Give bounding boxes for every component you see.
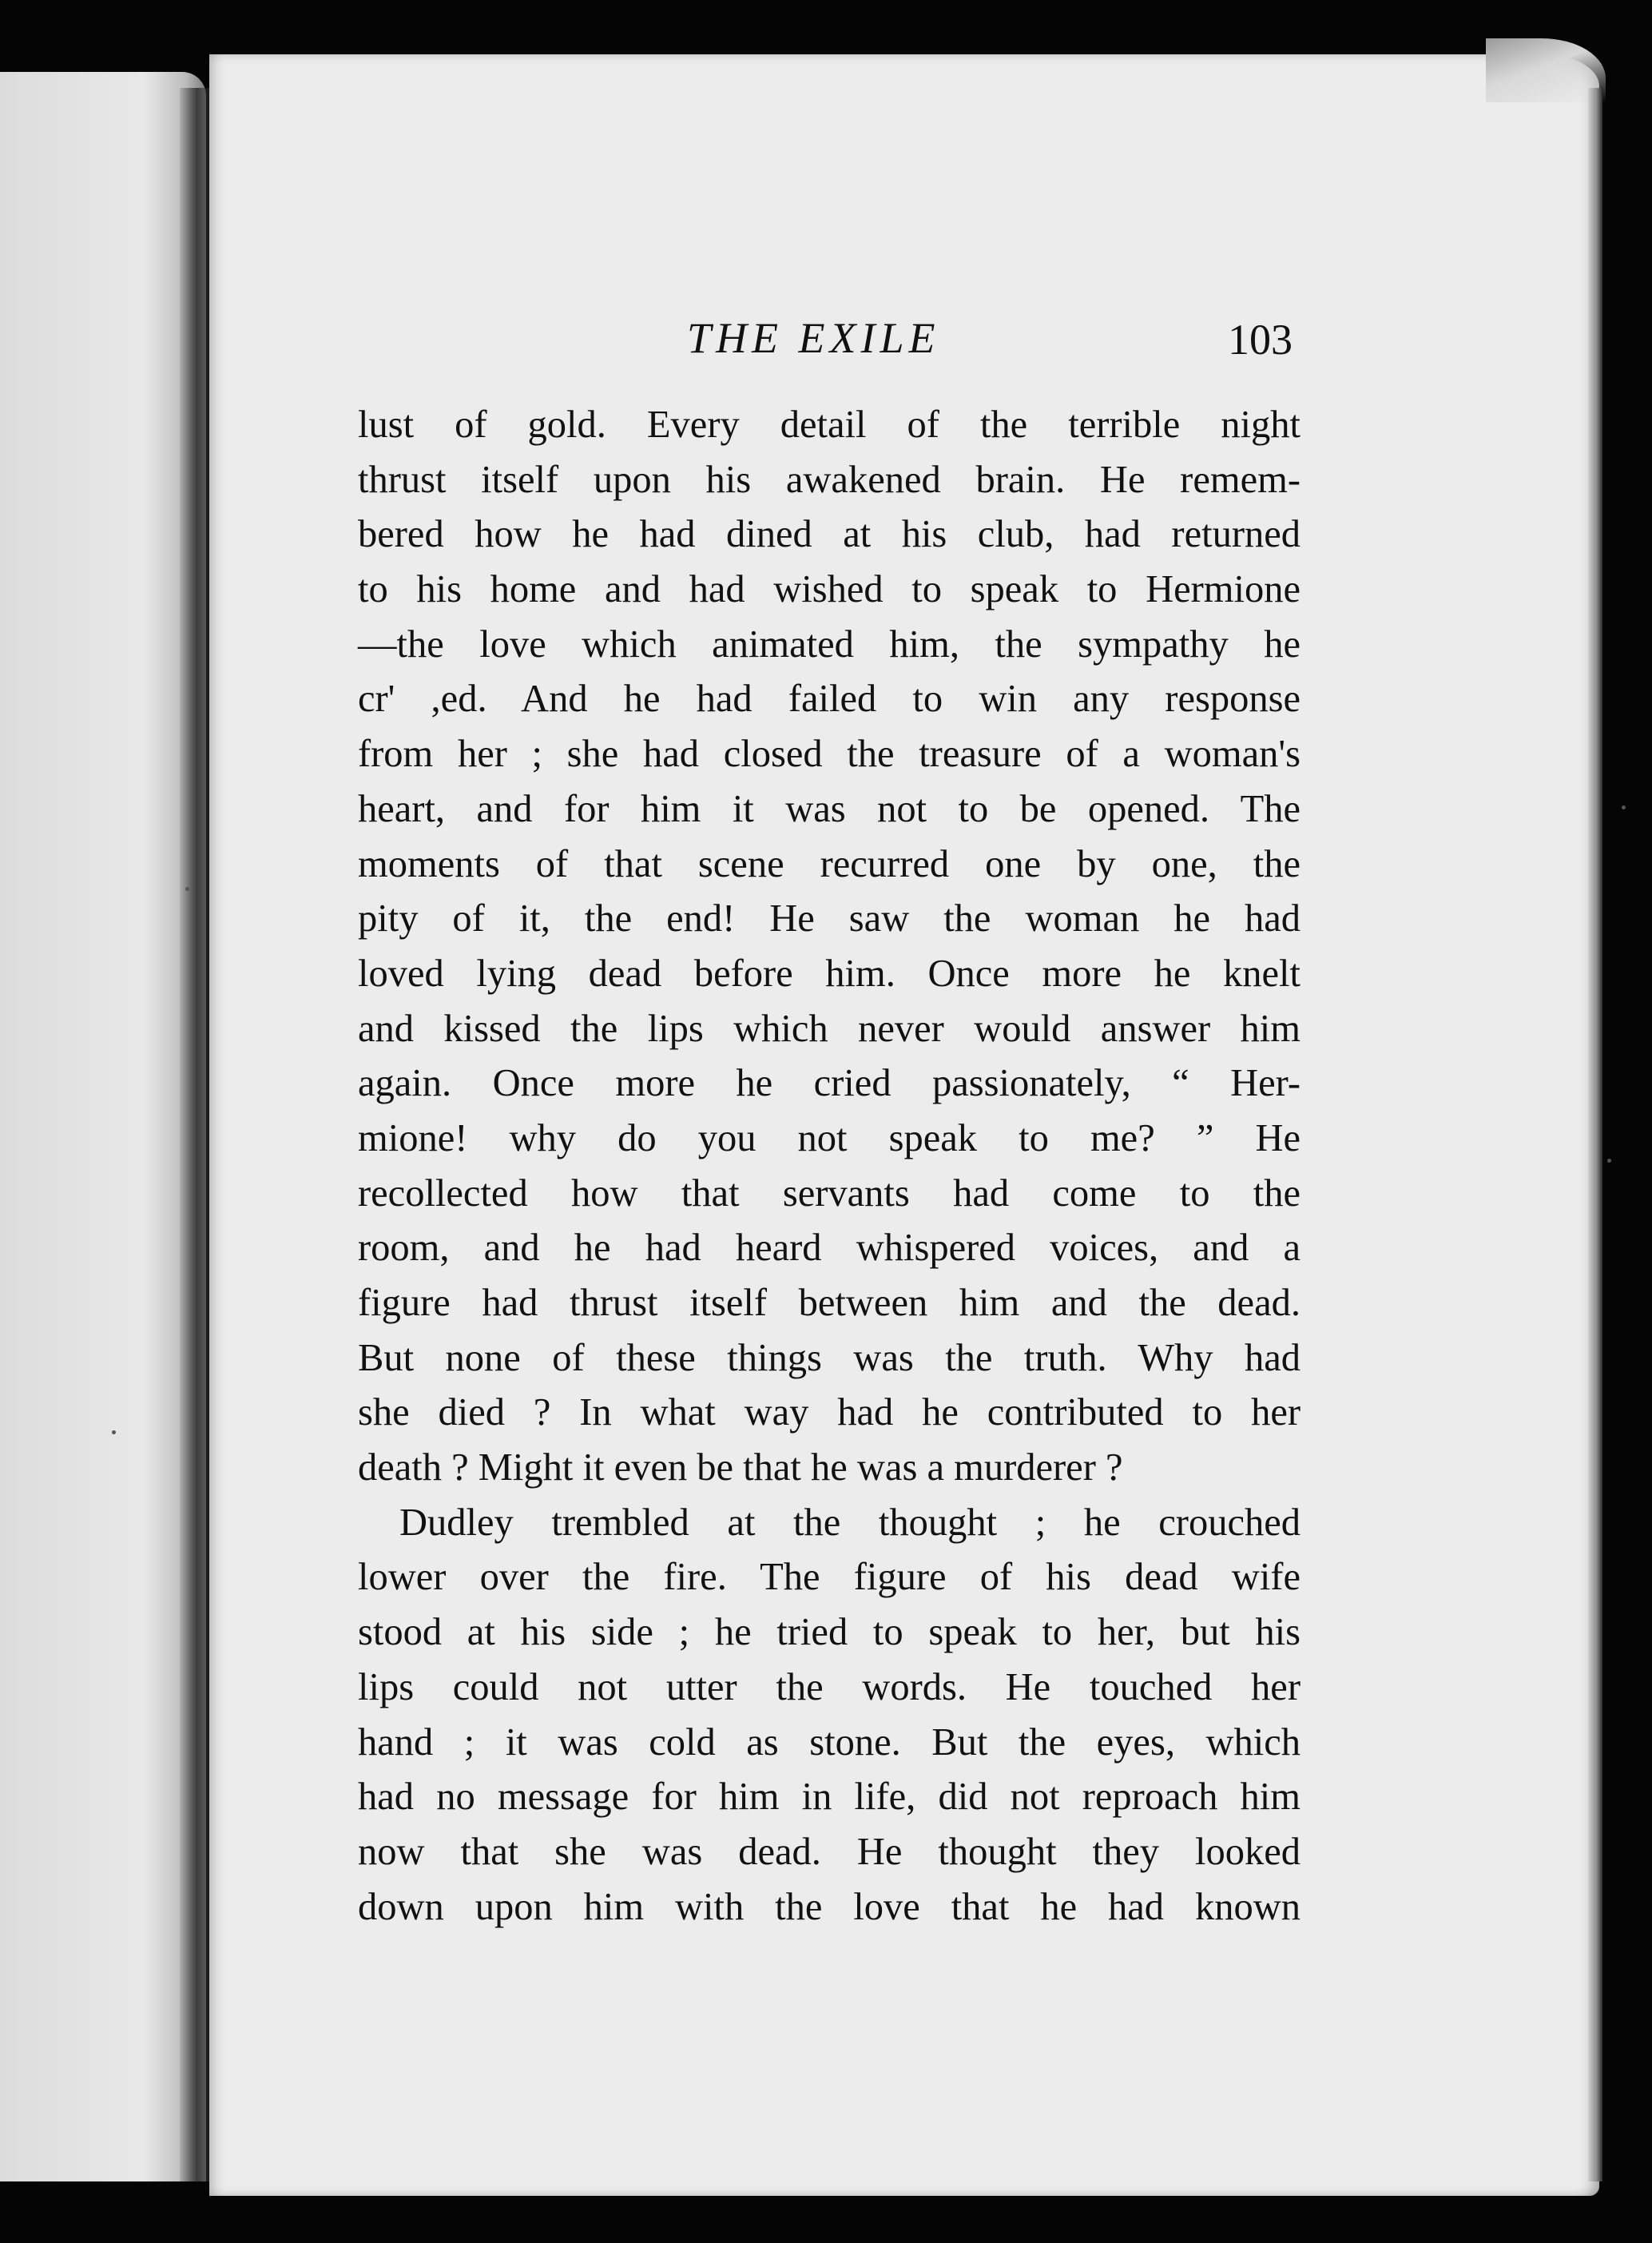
text-line: mione! why do you not speak to me? ” He <box>358 1116 1301 1159</box>
text-line: thrust itself upon his awakened brain. He remem- <box>358 458 1301 501</box>
text-line: lips could not utter the words. He touched her <box>358 1665 1301 1708</box>
text-line: had no message for him in life, did not reproach him <box>358 1776 1301 1819</box>
text-line: —the love which animated him, the sympathy he <box>358 622 1301 666</box>
text-line: to his home and had wished to speak to Hermione <box>358 568 1301 611</box>
text-line: hand ; it was cold as stone. But the eyes, which <box>358 1720 1301 1764</box>
text-line: stood at his side ; he tried to speak to her, but his <box>358 1611 1301 1654</box>
text-line: But none of these things was the truth. Why had <box>358 1336 1301 1379</box>
text-line: again. Once more he cried passionately, “ Her- <box>358 1062 1301 1105</box>
text-line: death ? Might it even be that he was a murderer ? <box>358 1446 1123 1489</box>
text-line: she died ? In what way had he contributed to her <box>358 1391 1301 1434</box>
scan-speck <box>112 1430 116 1434</box>
page-number: 103 <box>1228 316 1293 364</box>
page-right-edge <box>1588 88 1602 2181</box>
text-line: room, and he had heard whispered voices, and a <box>358 1227 1301 1270</box>
text-line: loved lying dead before him. Once more he knelt <box>358 952 1301 995</box>
scan-speck <box>1622 805 1626 809</box>
body-text <box>358 398 1301 1935</box>
left-page-edge <box>0 72 206 2181</box>
book-gutter <box>180 88 212 2181</box>
text-line: pity of it, the end! He saw the woman he had <box>358 897 1301 941</box>
text-line: lower over the fire. The figure of his dead wife <box>358 1556 1301 1599</box>
running-head-title: THE EXILE <box>687 314 940 362</box>
text-line: Dudley trembled at the thought ; he crouched <box>399 1501 1301 1544</box>
text-line: lust of gold. Every detail of the terrible night <box>358 404 1301 446</box>
scan-speck <box>1607 1159 1611 1163</box>
running-head <box>358 313 1293 377</box>
text-line: now that she was dead. He thought they looked <box>358 1830 1301 1873</box>
text-line: down upon him with the love that he had known <box>358 1885 1301 1928</box>
text-line: bered how he had dined at his club, had returned <box>358 513 1301 556</box>
text-line: figure had thrust itself between him and the dead. <box>358 1282 1301 1324</box>
text-line: moments of that scene recurred one by one, the <box>358 842 1301 885</box>
text-line: cr' ,ed. And he had failed to win any response <box>358 678 1301 721</box>
scan-speck <box>185 887 189 891</box>
text-line: from her ; she had closed the treasure of a woman's <box>358 733 1301 776</box>
text-line: and kissed the lips which never would answer him <box>358 1007 1301 1050</box>
text-line: heart, and for him it was not to be opened. The <box>358 787 1301 830</box>
text-line: recollected how that servants had come to the <box>358 1171 1301 1215</box>
